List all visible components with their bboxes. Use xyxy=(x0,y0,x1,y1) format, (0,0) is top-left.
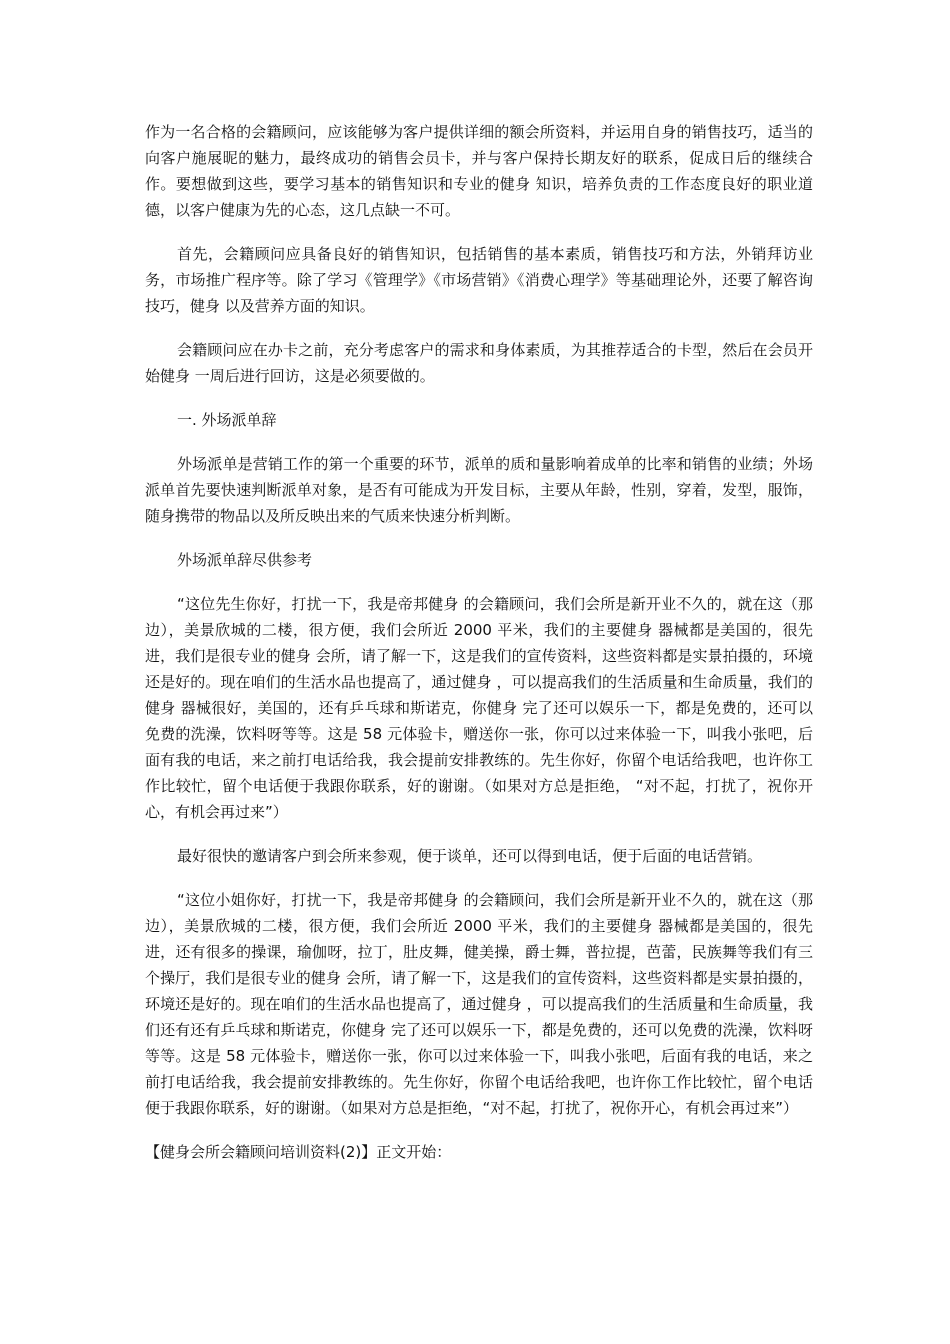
script-reference-label: 外场派单辞尽供参考 xyxy=(177,551,313,569)
invite-tip-paragraph: 最好很快的邀请客户到会所来参观，便于谈单，还可以得到电话，便于后面的电话营销。 xyxy=(177,847,763,865)
follow-up-paragraph: 会籍顾问应在办卡之前，充分考虑客户的需求和身体素质，为其推荐适合的卡型，然后在会员开始健身 一周后进行回访，这是必须要做的。 xyxy=(145,341,813,385)
intro-paragraph: 作为一名合格的会籍顾问，应该能够为客户提供详细的额会所资料，并运用自身的销售技巧，适当的向客户施展昵的魅力，最终成功的销售会员卡，并与客户保持长期友好的联系，促成日后的继续合作。要想做到这些，要学习基本的销售知识和专业的健身 知识，培养负责的工作态度良好的职业道德，以客户健康为先的心态，这几点缺一不可。 xyxy=(145,123,813,219)
section-heading: 一. 外场派单辞 xyxy=(177,411,277,429)
script-female-paragraph: “这位小姐你好，打扰一下，我是帝邦健身 的会籍顾问，我们会所是新开业不久的，就在这（那边），美景欣城的二楼，很方便，我们会所近 2000 平米，我们的主要健身 器械都是美国的，很先进，还有很多的操课，瑜伽呀，拉丁，肚皮舞，健美操，爵士舞，普拉提，芭蕾，民族舞等我们有三个操厅，我们是很专业的健身 会所，请了解一下，这是我们的宣传资料，这些资料都是实景拍摄的，环境还是好的。现在咱们的生活水品也提高了，通过健身 ，可以提高我们的生活质量和生命质量，我们还有还有乒乓球和斯诺克，你健身 完了还可以娱乐一下，都是免费的，还可以免费的洗澡，饮料呀等等。这是 58 元体验卡，赠送你一张，你可以过来体验一下，叫我小张吧，后面有我的电话，来之前打电话给我，我会提前安排教练的。先生你好，你留个电话给我吧，也许你工作比较忙，留个电话便于我跟你联系，好的谢谢。（如果对方总是拒绝，“对不起，打扰了，祝你开心，有机会再过来”） xyxy=(145,891,813,1117)
next-section-title: 【健身会所会籍顾问培训资料(2)】正文开始： xyxy=(145,1143,452,1161)
script-male-paragraph: “这位先生你好，打扰一下，我是帝邦健身 的会籍顾问，我们会所是新开业不久的，就在这（那边），美景欣城的二楼，很方便，我们会所近 2000 平米，我们的主要健身 器械都是美国的，很先进，我们是很专业的健身 会所，请了解一下，这是我们的宣传资料，这些资料都是实景拍摄的，环境还是好的。现在咱们的生活水品也提高了，通过健身 ，可以提高我们的生活质量和生命质量，我们的健身 器械很好，美国的，还有乒乓球和斯诺克，你健身 完了还可以娱乐一下，都是免费的，还可以免费的洗澡，饮料呀等等。这是 58 元体验卡，赠送你一张，你可以过来体验一下，叫我小张吧，后面有我的电话，来之前打电话给我，我会提前安排教练的。先生你好，你留个电话给我吧，也许你工作比较忙，留个电话便于我跟你联系，好的谢谢。（如果对方总是拒绝， “对不起，打扰了，祝你开心，有机会再过来”） xyxy=(145,595,813,821)
document-page xyxy=(145,119,813,1165)
flyer-intro-paragraph: 外场派单是营销工作的第一个重要的环节，派单的质和量影响着成单的比率和销售的业绩；外场派单首先要快速判断派单对象，是否有可能成为开发目标，主要从年龄，性别，穿着，发型，服饰，随身携带的物品以及所反映出来的气质来快速分析判断。 xyxy=(145,455,813,525)
sales-knowledge-paragraph: 首先，会籍顾问应具备良好的销售知识，包括销售的基本素质，销售技巧和方法，外销拜访业务，市场推广程序等。除了学习《管理学》《市场营销》《消费心理学》等基础理论外，还要了解咨询技巧，健身 以及营养方面的知识。 xyxy=(145,245,813,315)
